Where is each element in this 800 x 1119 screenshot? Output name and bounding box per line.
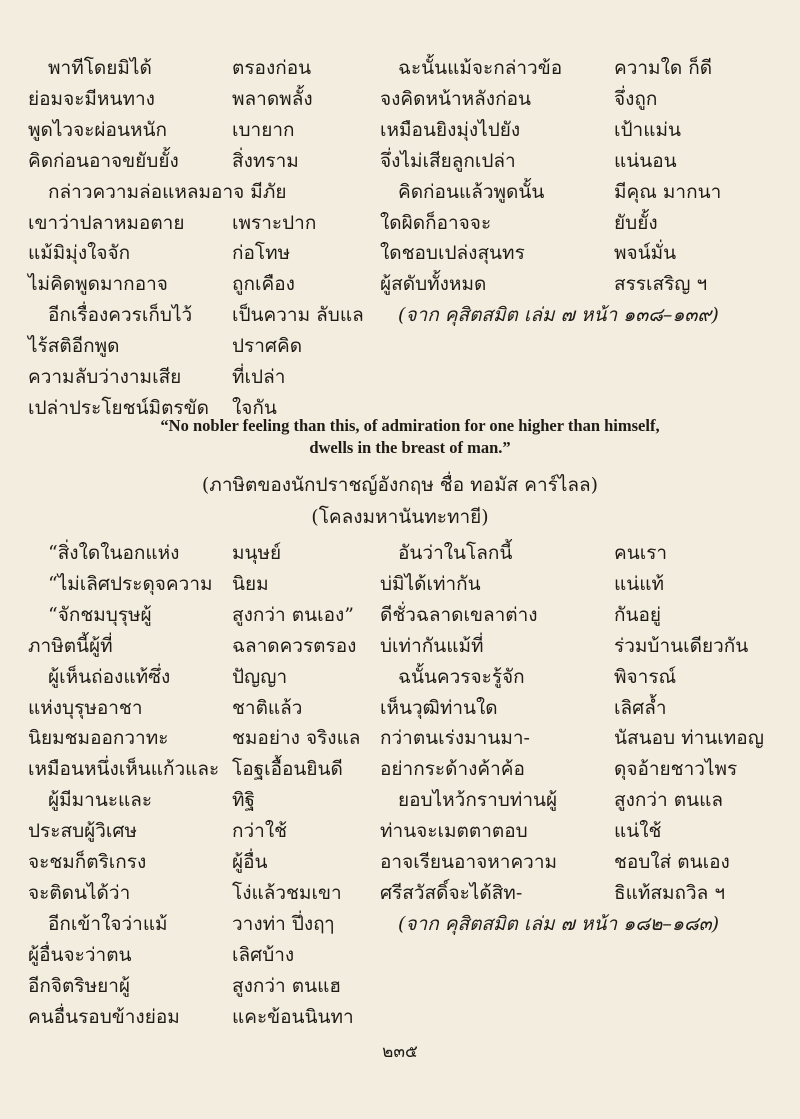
quote-attribution: (ภาษิตของนักปราชญ์อังกฤษ ชื่อ ทอมัส คาร์ไลล): [201, 474, 599, 496]
poem-col-2: ทิฐิ: [232, 789, 256, 812]
english-quote-line-1: “No nobler feeling than this, of admiration for one higher than himself,: [160, 416, 660, 435]
poem-col-3: ศรีสวัสดิ์จะได้สิท-: [380, 881, 523, 904]
poem-col-2: พลาดพลั้ง: [232, 87, 313, 110]
poem-col-2: เป็นความ ลับแล: [232, 304, 364, 327]
poem-col-1: ผู้มีมานะและ: [48, 789, 153, 812]
poem-col-1: จะชมก็ตริเกรง: [28, 851, 147, 873]
poem-col-2: ชมอย่าง จริงแล: [232, 727, 361, 750]
poem-col-4: เป้าแม่น: [614, 118, 681, 141]
poem-col-2: ผู้อื่น: [232, 851, 268, 873]
poem-line: [0, 177, 800, 207]
poem-line: [0, 331, 800, 361]
poem-col-1: จะติดนได้ว่า: [28, 881, 131, 904]
poem-line: [0, 631, 800, 661]
poem-col-1: นิยมชมออกวาทะ: [28, 727, 169, 750]
poem-col-4: นัสนอบ ท่านเทอญ: [614, 727, 764, 750]
poem-col-2: ที่เปล่า: [232, 366, 286, 388]
poem-col-3: จึ่งไม่เสียลูกเปล่า: [380, 149, 516, 172]
poem-line: [0, 971, 800, 1001]
poem-col-4: จึ่งถูก: [614, 87, 658, 110]
poem-col-1: ผู้อื่นจะว่าตน: [28, 943, 132, 966]
poem-col-3: อย่ากระด้างค้าค้อ: [380, 758, 525, 781]
poem-col-2: วางท่า ปึ่งฤๅ: [232, 912, 334, 935]
poem-line: [0, 600, 800, 630]
poem-col-1: ไร้สติอีกพูด: [28, 335, 120, 358]
poem-col-3: ดีชั่วฉลาดเขลาต่าง: [380, 603, 538, 626]
poem-line: [0, 693, 800, 723]
poem-col-3: บ่มิได้เท่ากัน: [380, 572, 481, 595]
poem-col-2: สูงกว่า ตนแฮ: [232, 974, 341, 997]
poem-col-3: คิดก่อนแล้วพูดนั้น: [398, 180, 545, 203]
poem-col-1: ผู้เห็นถ่องแท้ซึ่ง: [48, 665, 171, 688]
poem-col-2: ตรองก่อน: [232, 57, 312, 79]
poem-col-3: ฉะนั้นแม้จะกล่าวข้อ: [398, 57, 563, 79]
poem-col-4: คนเรา: [614, 542, 668, 564]
page-number: ๒๓๕: [382, 1042, 418, 1062]
poem-col-1: อีกจิตริษยาผู้: [28, 974, 131, 997]
poem-line: [0, 723, 800, 753]
poem-line: [0, 238, 800, 268]
poem-col-4: พิจารณ์: [614, 665, 677, 688]
poem-col-3: บ่เท่ากันแม้ที่: [380, 634, 484, 657]
poem-line: [0, 538, 800, 568]
poem-col-4: เลิศล้ำ: [614, 696, 667, 719]
poem-col-2: ชาติแล้ว: [232, 696, 303, 719]
poem-col-1: “สิ่งใดในอกแห่ง: [48, 542, 180, 564]
poem-line: [0, 662, 800, 692]
poem-col-1: “ไม่เลิศประดุจความ: [48, 572, 213, 595]
poem-line: [0, 847, 800, 877]
poem-col-1: ย่อมจะมีหนทาง: [28, 87, 155, 110]
poem-col-1: เขาว่าปลาหมอตาย: [28, 211, 185, 234]
poem-col-2: ก่อโทษ: [232, 242, 291, 265]
poem-col-1: พาทีโดยมิได้: [48, 57, 152, 79]
english-quote: [60, 415, 760, 459]
poem-col-4: ชอบใส่ ตนเอง: [614, 851, 730, 873]
poem-col-4: สรรเสริญ ฯ: [614, 273, 708, 296]
poem-col-1: ไม่คิดพูดมากอาจ: [28, 273, 168, 296]
poem-col-2: ใจกัน: [232, 396, 277, 419]
poem-col-1: อีกเข้าใจว่าแม้: [48, 912, 168, 935]
poem-col-1: ประสบผู้วิเศษ: [28, 820, 138, 843]
poem-line: [0, 84, 800, 114]
poem-col-3: ใดผิดก็อาจจะ: [380, 211, 492, 234]
poem-col-3: ใดชอบเปล่งสุนทร: [380, 242, 525, 265]
poem-col-3: จงคิดหน้าหลังก่อน: [380, 87, 531, 110]
poem-line: [0, 785, 800, 815]
poem-col-4: ดุจอ้ายชาวไพร: [614, 758, 738, 781]
poem-col-2: โง่แล้วชมเขา: [232, 881, 342, 904]
poem-line: [0, 878, 800, 908]
poem-line: [0, 362, 800, 392]
poem-col-1: เปล่าประโยชน์มิตรขัด: [28, 396, 209, 419]
poem-col-2: กว่าใช้: [232, 820, 288, 843]
poem-col-4: ยับยั้ง: [614, 211, 658, 234]
poem-col-3: ผู้สดับทั้งหมด: [380, 273, 487, 296]
poem-col-2: มนุษย์: [232, 542, 282, 564]
poem-col-2: เบายาก: [232, 118, 295, 141]
poem-col-1: แม้มิมุ่งใจจัก: [28, 242, 131, 265]
poem-form-label: (โคลงมหานันทะทายี): [311, 506, 489, 528]
poem-col-1: อีกเรื่องควรเก็บไว้: [48, 304, 193, 327]
source-citation: (จาก คุสิตสมิต เล่ม ๗ หน้า ๑๘๒–๑๘๓): [398, 912, 720, 935]
poem-line: [0, 300, 800, 330]
poem-col-2: ฉลาดควรตรอง: [232, 634, 357, 657]
poem-col-3: ยอบไหว้กราบท่านผู้: [398, 789, 558, 812]
poem-col-1: คนอื่นรอบข้างย่อม: [28, 1005, 180, 1028]
poem-line: [0, 115, 800, 145]
poem-col-4: ความใด ก็ดี: [614, 57, 713, 79]
poem-line: [0, 53, 800, 83]
english-quote-line-2: dwells in the breast of man.”: [309, 438, 511, 457]
poem-col-4: กันอยู่: [614, 603, 662, 626]
poem-col-2: โอฐเอื้อนยินดี: [232, 758, 343, 781]
poem-col-1: คิดก่อนอาจขยับยั้ง: [28, 149, 179, 172]
poem-col-4: แน่นอน: [614, 149, 677, 172]
poem-col-1: แห่งบุรุษอาชา: [28, 696, 143, 719]
poem-col-2: แคะข้อนนินทา: [232, 1005, 354, 1028]
poem-col-1: พูดไวจะผ่อนหนัก: [28, 118, 167, 141]
poem-col-2: เพราะปาก: [232, 211, 317, 234]
poem-line: [0, 569, 800, 599]
poem-col-4: แน่แท้: [614, 572, 665, 595]
poem-col-3: เห็นวุฒิท่านใด: [380, 696, 498, 719]
poem-col-3: กว่าตนเร่งมานมา-: [380, 727, 530, 750]
poem-col-1: เหมือนหนึ่งเห็นแก้วและ: [28, 758, 220, 781]
poem-line: [0, 816, 800, 846]
poem-line: [0, 909, 800, 939]
poem-col-3: อาจเรียนอาจหาความ: [380, 851, 558, 873]
poem-col-2: ปัญญา: [232, 665, 288, 688]
poem-col-1: “จักชมบุรุษผู้: [48, 603, 152, 626]
poem-col-2: สิ่งทราม: [232, 149, 299, 172]
poem-col-4: ธิแท้สมถวิล ฯ: [614, 881, 726, 904]
poem-col-4: ร่วมบ้านเดียวกัน: [614, 634, 749, 657]
poem-line: [0, 1002, 800, 1032]
poem-col-4: พจน์มั่น: [614, 242, 677, 265]
poem-line: [0, 269, 800, 299]
poem-col-3: อันว่าในโลกนี้: [398, 542, 513, 564]
poem-line: [0, 754, 800, 784]
poem-line: [0, 208, 800, 238]
poem-col-2: ปราศคิด: [232, 335, 303, 358]
poem-col-3: ท่านจะเมตตาตอบ: [380, 820, 528, 843]
poem-col-4: มีคุณ มากนา: [614, 180, 722, 203]
poem-col-2: ถูกเคือง: [232, 273, 295, 296]
poem-col-3: เหมือนยิงมุ่งไปยัง: [380, 118, 521, 141]
poem-col-2: เลิศบ้าง: [232, 943, 295, 966]
poem-col-1: กล่าวความล่อแหลมอาจ มีภัย: [48, 180, 287, 203]
poem-col-2: นิยม: [232, 572, 269, 595]
poem-col-2: สูงกว่า ตนเอง”: [232, 603, 354, 626]
poem-col-1: ความลับว่างามเสีย: [28, 366, 182, 388]
poem-col-1: ภาษิตนี้ผู้ที่: [28, 634, 113, 657]
source-citation: (จาก คุสิตสมิต เล่ม ๗ หน้า ๑๓๘–๑๓๙): [398, 304, 719, 327]
poem-col-4: แน่ใช้: [614, 820, 662, 843]
poem-line: [0, 940, 800, 970]
poem-col-3: ฉนั้นควรจะรู้จัก: [398, 665, 525, 688]
poem-col-4: สูงกว่า ตนแล: [614, 789, 723, 812]
poem-line: [0, 146, 800, 176]
